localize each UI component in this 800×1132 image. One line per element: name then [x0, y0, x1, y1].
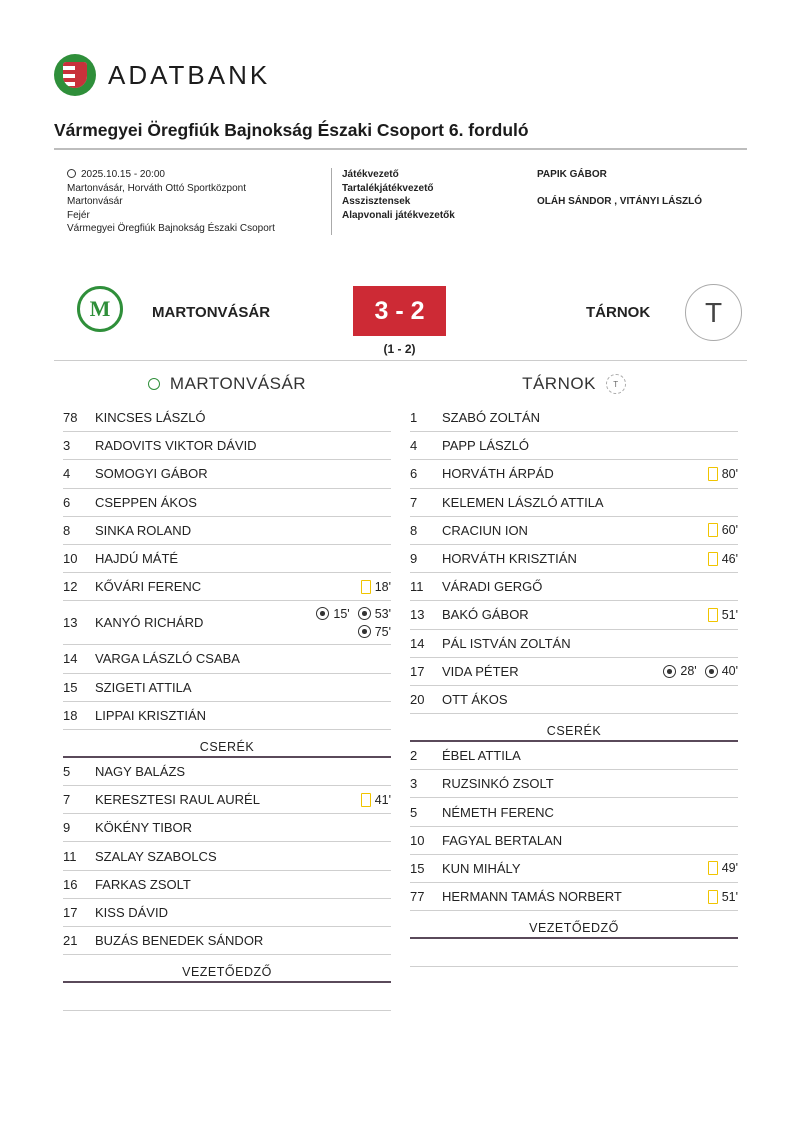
player-number: 77 [410, 889, 425, 905]
player-number: 4 [63, 466, 71, 482]
player-number: 14 [63, 651, 78, 667]
player-row[interactable] [63, 645, 391, 673]
yellow-card-event [708, 890, 738, 904]
home-team-logo[interactable] [77, 286, 123, 332]
official-name [537, 209, 702, 223]
player-name[interactable]: BAKÓ GÁBOR [442, 607, 529, 623]
player-events [700, 467, 738, 481]
federation-logo[interactable] [54, 54, 96, 96]
player-row[interactable] [63, 404, 391, 432]
yellow-card-event [361, 580, 391, 594]
football-icon [358, 625, 371, 638]
player-number: 5 [63, 763, 71, 779]
player-row[interactable] [63, 489, 391, 517]
event-minute: 41' [374, 792, 391, 807]
site-header [54, 54, 270, 96]
halftime-score: (1 - 2) [383, 342, 416, 356]
official-names [537, 168, 702, 222]
player-number: 17 [410, 663, 425, 679]
player-name[interactable]: PÁL ISTVÁN ZOLTÁN [442, 635, 571, 651]
player-name[interactable]: FAGYAL BERTALAN [442, 832, 563, 848]
player-number: 78 [63, 410, 78, 426]
official-name [537, 182, 702, 196]
player-row[interactable] [410, 573, 738, 601]
player-name[interactable]: HERMANN TAMÁS NORBERT [442, 889, 622, 905]
page-title: Vármegyei Öregfiúk Bajnokság Északi Csoport 6. forduló [54, 120, 529, 140]
yellow-card-icon [708, 608, 718, 622]
player-number: 5 [410, 804, 418, 820]
event-minute: 75' [374, 624, 391, 639]
home-logo-letter: M [89, 296, 111, 321]
player-number: 3 [63, 438, 71, 454]
player-name[interactable]: KUN MIHÁLY [442, 860, 521, 876]
divider [54, 148, 747, 150]
player-events [700, 523, 738, 537]
player-number: 7 [63, 792, 71, 808]
player-name[interactable]: KINCSES LÁSZLÓ [95, 410, 206, 426]
player-events [353, 580, 391, 594]
away-starters [410, 404, 738, 714]
yellow-card-icon [361, 793, 371, 807]
home-lineup-header [63, 370, 391, 398]
player-name[interactable]: ÉBEL ATTILA [442, 748, 521, 764]
player-number: 15 [410, 860, 425, 876]
player-number: 8 [63, 522, 71, 538]
role-label: Alapvonali játékvezetők [342, 209, 455, 221]
match-venue: Martonvásár, Horváth Ottó Sportközpont [67, 182, 246, 194]
football-icon [663, 665, 676, 678]
team-logo-icon: T [606, 374, 626, 394]
event-minute: 51' [721, 889, 738, 904]
player-row[interactable] [410, 658, 738, 686]
yellow-card-event [708, 552, 738, 566]
goal-event [663, 664, 696, 678]
player-events [655, 664, 738, 678]
yellow-card-event [708, 523, 738, 537]
clock-icon [67, 169, 76, 178]
player-row[interactable] [410, 432, 738, 460]
yellow-card-icon [708, 861, 718, 875]
event-minute: 18' [374, 579, 391, 594]
player-row[interactable] [410, 601, 738, 629]
player-number: 13 [410, 607, 425, 623]
football-icon [358, 607, 371, 620]
player-name[interactable]: KANYÓ RICHÁRD [95, 615, 204, 631]
player-events [700, 552, 738, 566]
home-lineup [63, 370, 391, 1011]
event-minute: 49' [721, 861, 738, 876]
player-name[interactable]: CRACIUN ION [442, 522, 528, 538]
player-number: 10 [410, 832, 425, 848]
player-name[interactable]: KISS DÁVID [95, 904, 168, 920]
event-minute: 80' [721, 466, 738, 481]
yellow-card-event [708, 467, 738, 481]
player-number: 9 [63, 820, 71, 836]
yellow-card-event [708, 861, 738, 875]
event-minute: 51' [721, 607, 738, 622]
player-row[interactable] [63, 545, 391, 573]
yellow-card-icon [708, 890, 718, 904]
player-number: 12 [63, 579, 78, 595]
goal-event [316, 607, 349, 621]
player-row[interactable] [410, 517, 738, 545]
player-name[interactable]: VIDA PÉTER [442, 663, 519, 679]
player-row[interactable] [410, 742, 738, 770]
home-lineup-title: MARTONVÁSÁR [169, 374, 307, 393]
match-datetime: 2025.10.15 - 20:00 [81, 169, 165, 180]
player-row[interactable] [410, 686, 738, 714]
coach-row [63, 983, 391, 1011]
yellow-card-icon [708, 523, 718, 537]
player-number: 11 [63, 848, 77, 864]
player-name[interactable]: KERESZTESI RAUL AURÉL [95, 792, 260, 808]
official-name: PAPIK GÁBOR [537, 169, 607, 180]
player-number: 2 [410, 748, 418, 764]
player-number: 18 [63, 707, 78, 723]
player-name[interactable]: VARGA LÁSZLÓ CSABA [95, 651, 240, 667]
player-name[interactable]: LIPPAI KRISZTIÁN [95, 707, 207, 723]
player-number: 14 [410, 635, 425, 651]
coach-header: VEZETŐEDZŐ [63, 955, 391, 983]
yellow-card-icon [708, 552, 718, 566]
event-minute: 40' [721, 664, 738, 679]
player-name[interactable]: NÉMETH FERENC [442, 804, 554, 820]
player-row[interactable] [63, 927, 391, 955]
official-roles [342, 168, 455, 222]
event-minute: 15' [333, 606, 350, 621]
divider [54, 360, 747, 361]
event-minute: 53' [374, 606, 391, 621]
match-details [67, 168, 327, 236]
away-lineup-title: TÁRNOK [522, 374, 596, 393]
player-name[interactable]: HAJDÚ MÁTÉ [95, 551, 179, 567]
player-name[interactable]: CSEPPEN ÁKOS [95, 494, 197, 510]
goal-event [358, 607, 391, 621]
player-number: 11 [410, 579, 424, 595]
player-number: 13 [63, 615, 78, 631]
player-row[interactable] [63, 758, 391, 786]
player-name[interactable]: SINKA ROLAND [95, 522, 192, 538]
match-competition: Vármegyei Öregfiúk Bajnokság Északi Csoport [67, 223, 275, 234]
player-name[interactable]: SZIGETI ATTILA [95, 679, 192, 695]
player-name[interactable]: KÖKÉNY TIBOR [95, 820, 193, 836]
official-name: OLÁH SÁNDOR , VITÁNYI LÁSZLÓ [537, 196, 702, 207]
player-name[interactable]: OTT ÁKOS [442, 691, 508, 707]
player-name[interactable]: SZALAY SZABOLCS [95, 848, 217, 864]
player-row[interactable] [63, 842, 391, 870]
away-team-logo[interactable]: T [685, 284, 742, 341]
player-row[interactable] [63, 460, 391, 488]
player-row[interactable] [63, 573, 391, 601]
player-number: 15 [63, 679, 78, 695]
scoreboard [0, 284, 800, 340]
player-row[interactable] [410, 404, 738, 432]
away-subs [410, 742, 738, 911]
player-number: 20 [410, 691, 425, 707]
divider [331, 168, 332, 235]
player-row[interactable] [410, 460, 738, 488]
football-icon [316, 607, 329, 620]
role-label: Játékvezető [342, 169, 399, 180]
brand-name[interactable]: ADATBANK [108, 59, 271, 90]
player-name[interactable]: VÁRADI GERGŐ [442, 579, 543, 595]
player-events [700, 890, 738, 904]
player-events [353, 793, 391, 807]
goal-event [705, 664, 738, 678]
player-row[interactable] [410, 770, 738, 798]
player-number: 4 [410, 438, 418, 454]
player-name[interactable]: RUZSINKÓ ZSOLT [442, 776, 554, 792]
final-score: 3 - 2 [353, 286, 446, 336]
match-city: Martonvásár [67, 196, 123, 207]
team-logo-icon [148, 378, 160, 390]
goal-event [358, 625, 391, 639]
coach-header: VEZETŐEDZŐ [410, 911, 738, 939]
player-row[interactable] [410, 883, 738, 911]
player-events [291, 607, 391, 639]
player-row[interactable] [410, 855, 738, 883]
player-row[interactable] [63, 814, 391, 842]
player-number: 3 [410, 776, 418, 792]
home-starters [63, 404, 391, 730]
player-row[interactable] [63, 601, 391, 645]
player-name[interactable]: SZABÓ ZOLTÁN [442, 410, 540, 426]
player-row[interactable] [63, 786, 391, 814]
player-name[interactable]: FARKAS ZSOLT [95, 876, 191, 892]
player-row[interactable] [410, 827, 738, 855]
player-number: 6 [63, 494, 71, 510]
role-label: Asszisztensek [342, 196, 411, 207]
player-number: 9 [410, 551, 418, 567]
player-name[interactable]: KŐVÁRI FERENC [95, 579, 202, 595]
subs-header: CSERÉK [63, 730, 391, 758]
yellow-card-event [708, 608, 738, 622]
player-name[interactable]: SOMOGYI GÁBOR [95, 466, 208, 482]
yellow-card-icon [361, 580, 371, 594]
player-number: 16 [63, 876, 78, 892]
player-number: 6 [410, 466, 418, 482]
home-team-name[interactable]: MARTONVÁSÁR [152, 304, 271, 321]
player-name[interactable]: HORVÁTH KRISZTIÁN [442, 551, 577, 567]
player-name[interactable]: BUZÁS BENEDEK SÁNDOR [95, 933, 264, 949]
coach-row [410, 939, 738, 967]
player-row[interactable] [63, 517, 391, 545]
away-lineup [410, 370, 738, 967]
player-number: 10 [63, 551, 78, 567]
player-number: 7 [410, 494, 418, 510]
subs-header: CSERÉK [410, 714, 738, 742]
player-number: 8 [410, 522, 418, 538]
player-number: 1 [410, 410, 418, 426]
player-name[interactable]: HORVÁTH ÁRPÁD [442, 466, 554, 482]
yellow-card-event [361, 793, 391, 807]
football-icon [705, 665, 718, 678]
player-name[interactable]: KELEMEN LÁSZLÓ ATTILA [442, 494, 604, 510]
player-row[interactable] [410, 630, 738, 658]
player-row[interactable] [63, 899, 391, 927]
player-row[interactable] [63, 871, 391, 899]
player-name[interactable]: NAGY BALÁZS [95, 763, 186, 779]
role-label: Tartalékjátékvezető [342, 182, 434, 194]
player-number: 21 [63, 933, 78, 949]
player-row[interactable] [63, 702, 391, 730]
player-number: 17 [63, 904, 78, 920]
event-minute: 28' [680, 664, 697, 679]
player-row[interactable] [410, 798, 738, 826]
player-row[interactable] [410, 489, 738, 517]
player-row[interactable] [63, 674, 391, 702]
match-county: Fejér [67, 209, 90, 221]
away-team-name[interactable]: TÁRNOK [586, 304, 651, 321]
player-name[interactable]: PAPP LÁSZLÓ [442, 438, 529, 454]
event-minute: 60' [721, 523, 738, 538]
player-name[interactable]: RADOVITS VIKTOR DÁVID [95, 438, 257, 454]
player-events [700, 608, 738, 622]
player-events [700, 861, 738, 875]
yellow-card-icon [708, 467, 718, 481]
away-lineup-header [410, 370, 738, 398]
player-row[interactable] [63, 432, 391, 460]
player-row[interactable] [410, 545, 738, 573]
home-subs [63, 758, 391, 955]
event-minute: 46' [721, 551, 738, 566]
